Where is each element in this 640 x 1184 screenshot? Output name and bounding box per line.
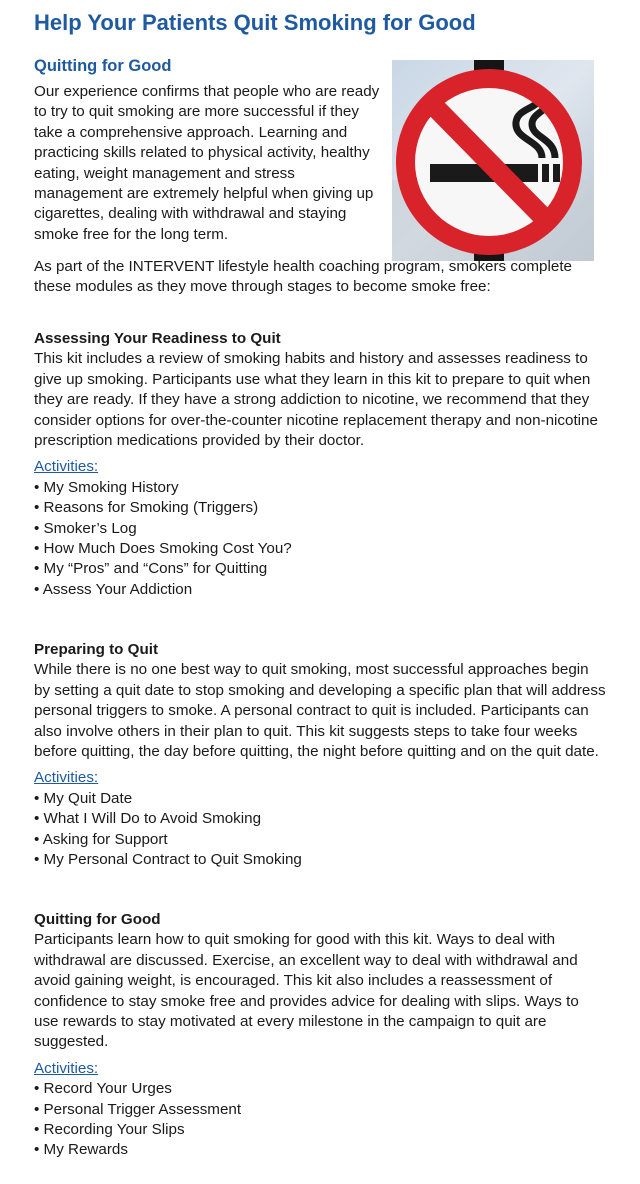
section-body: This kit includes a review of smoking habits and history and assesses readiness to give up smoking. Participants use what they learn in this kit to prepare to quit when they are ready. If they have a strong addiction to nicotine, we recommend that they consider options for over-the-counter nicotine replacement therapy and non-nicotine prescription medications provided by their doctor. <box>34 350 598 450</box>
activities-label: Activities: <box>34 458 99 476</box>
list-item: • Recording Your Slips <box>34 1120 606 1140</box>
list-item: • Assess Your Addiction <box>34 580 606 600</box>
intro-subheading: Quitting for Good <box>34 57 172 75</box>
section-body: While there is no one best way to quit smoking, most successful approaches begin by setting a quit date to stop smoking and developing a specific plan that will address personal triggers to smoke. A personal contract to quit is included. Participants can also involve others in their plan to quit. This kit suggests steps to take four weeks before quitting, the day before quitting, the night before quitting and on the quit date. <box>34 661 606 761</box>
section-body: Participants learn how to quit smoking for good with this kit. Ways to deal with withdrawal are discussed. Exercise, an excellent way to deal with withdrawal and avoid gaining weight, is encouraged. This kit also includes a reassessment of confidence to stay smoke free and provides advice for dealing with slips. Ways to use rewards to stay motivated at every milestone in the campaign to quit are suggested. <box>34 931 579 1051</box>
list-item: • Record Your Urges <box>34 1079 606 1099</box>
activities-list <box>34 478 606 600</box>
list-item: • My Personal Contract to Quit Smoking <box>34 850 606 870</box>
section-assessing-readiness <box>34 329 606 600</box>
list-item: • My “Pros” and “Cons” for Quitting <box>34 559 606 579</box>
activities-label: Activities: <box>34 1059 99 1077</box>
list-item: • What I Will Do to Avoid Smoking <box>34 809 606 829</box>
list-item: • Asking for Support <box>34 830 606 850</box>
no-smoking-sign-photo <box>392 60 594 261</box>
activities-list <box>34 1079 606 1161</box>
intro-paragraph: Our experience confirms that people who are ready to try to quit smoking are more successful if they take a comprehensive approach. Learning and practicing skills related to physical activity, healthy eating, weight management and stress management are extremely helpful when giving up cigarettes, dealing with withdrawal and staying smoke free for the long term. <box>34 83 380 243</box>
program-intro-paragraph: As part of the INTERVENT lifestyle health coaching program, smokers complete these modules as they move through stages to become smoke free: <box>34 258 572 296</box>
list-item: • My Quit Date <box>34 789 606 809</box>
list-item: • Reasons for Smoking (Triggers) <box>34 498 606 518</box>
activities-list <box>34 789 606 871</box>
page-title: Help Your Patients Quit Smoking for Good <box>34 10 476 35</box>
section-quitting-for-good <box>34 910 606 1161</box>
list-item: • How Much Does Smoking Cost You? <box>34 539 606 559</box>
section-title: Preparing to Quit <box>34 641 159 658</box>
section-preparing-to-quit <box>34 640 606 870</box>
no-smoking-icon <box>392 60 594 261</box>
list-item: • My Rewards <box>34 1140 606 1160</box>
list-item: • My Smoking History <box>34 478 606 498</box>
list-item: • Smoker’s Log <box>34 519 606 539</box>
activities-label: Activities: <box>34 769 99 787</box>
section-title: Quitting for Good <box>34 911 161 928</box>
section-title: Assessing Your Readiness to Quit <box>34 330 281 347</box>
list-item: • Personal Trigger Assessment <box>34 1100 606 1120</box>
